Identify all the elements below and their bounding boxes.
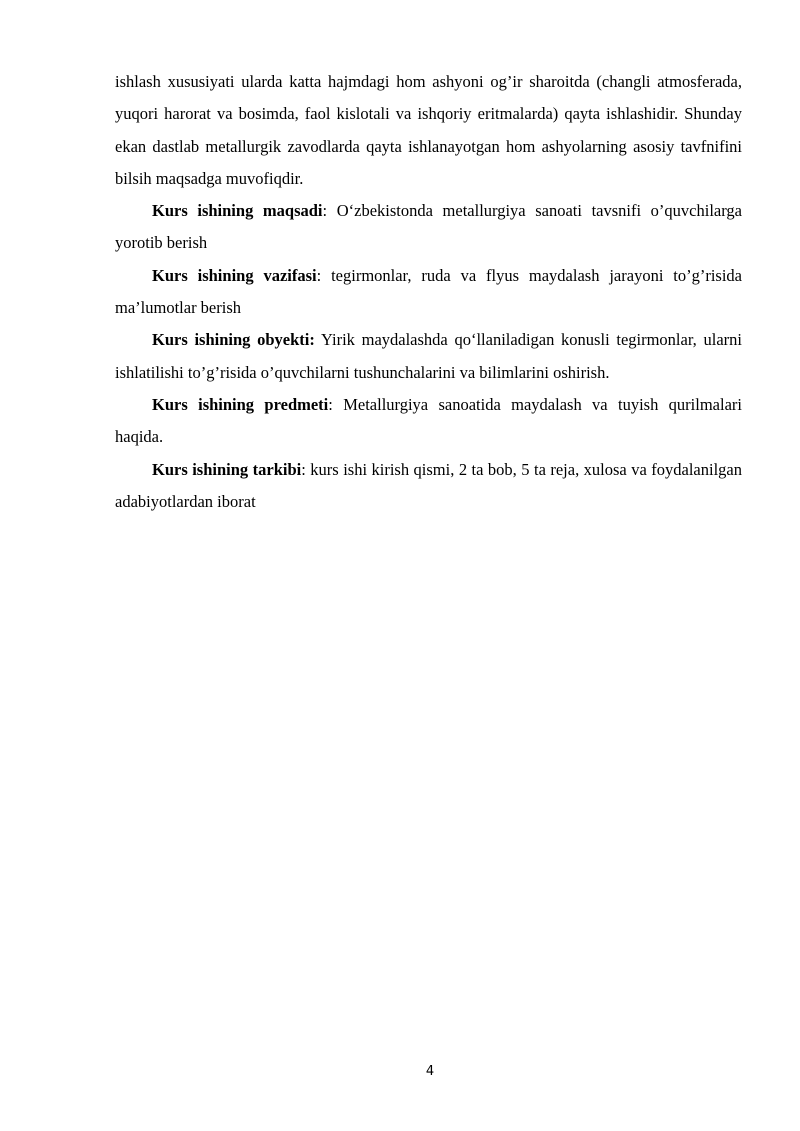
term-vazifasi: Kurs ishining vazifasi: [152, 265, 317, 285]
term-maqsadi: Kurs ishining maqsadi: [152, 201, 323, 221]
paragraph-maqsadi: [115, 195, 742, 260]
paragraph-tarkibi: [115, 454, 742, 519]
text-vazifasi: : tegirmonlar, ruda va flyus maydalash jarayoni to’g’risida ma’lumotlar berish: [115, 265, 743, 318]
text-tarkibi: : kurs ishi kirish qismi, 2 ta bob, 5 ta reja, xulosa va foydalanilgan adabiyotlardan iborat: [115, 459, 742, 511]
page-body: [115, 66, 742, 518]
intro-paragraph: ishlash xususiyati ularda katta hajmdagi hom ashyoni og’ir sharoitda (changli atmosferada, yuqori harorat va bosimda, faol kislotali va ishqoriy eritmalarda) qayta ishlashidir. Shunday ekan dastlab metallurgik zavodlarda qayta ishlanayotgan hom ashyolarning asosiy tavfnifini bilsih maqsadga muvofiqdir.: [115, 72, 742, 188]
term-predmeti: Kurs ishining predmeti: [152, 394, 329, 414]
text-obyekti: Yirik maydalashda qo‘llaniladigan konusli tegirmonlar, ularni ishlatilishi to’g’risida o’quvchilarni tushunchalarini va bilimlarini oshirish.: [115, 330, 742, 382]
paragraph-predmeti: [115, 389, 742, 454]
term-tarkibi: Kurs ishining tarkibi: [152, 459, 302, 479]
text-maqsadi: : O‘zbekistonda metallurgiya sanoati tavsnifi o’quvchilarga yorotib berish: [115, 201, 743, 253]
text-predmeti: : Metallurgiya sanoatida maydalash va tuyish qurilmalari haqida.: [115, 394, 742, 447]
page-number: 4: [425, 1064, 435, 1079]
paragraph-obyekti: [115, 324, 742, 389]
term-obyekti: Kurs ishining obyekti:: [152, 330, 315, 350]
paragraph-vazifasi: [115, 260, 742, 325]
